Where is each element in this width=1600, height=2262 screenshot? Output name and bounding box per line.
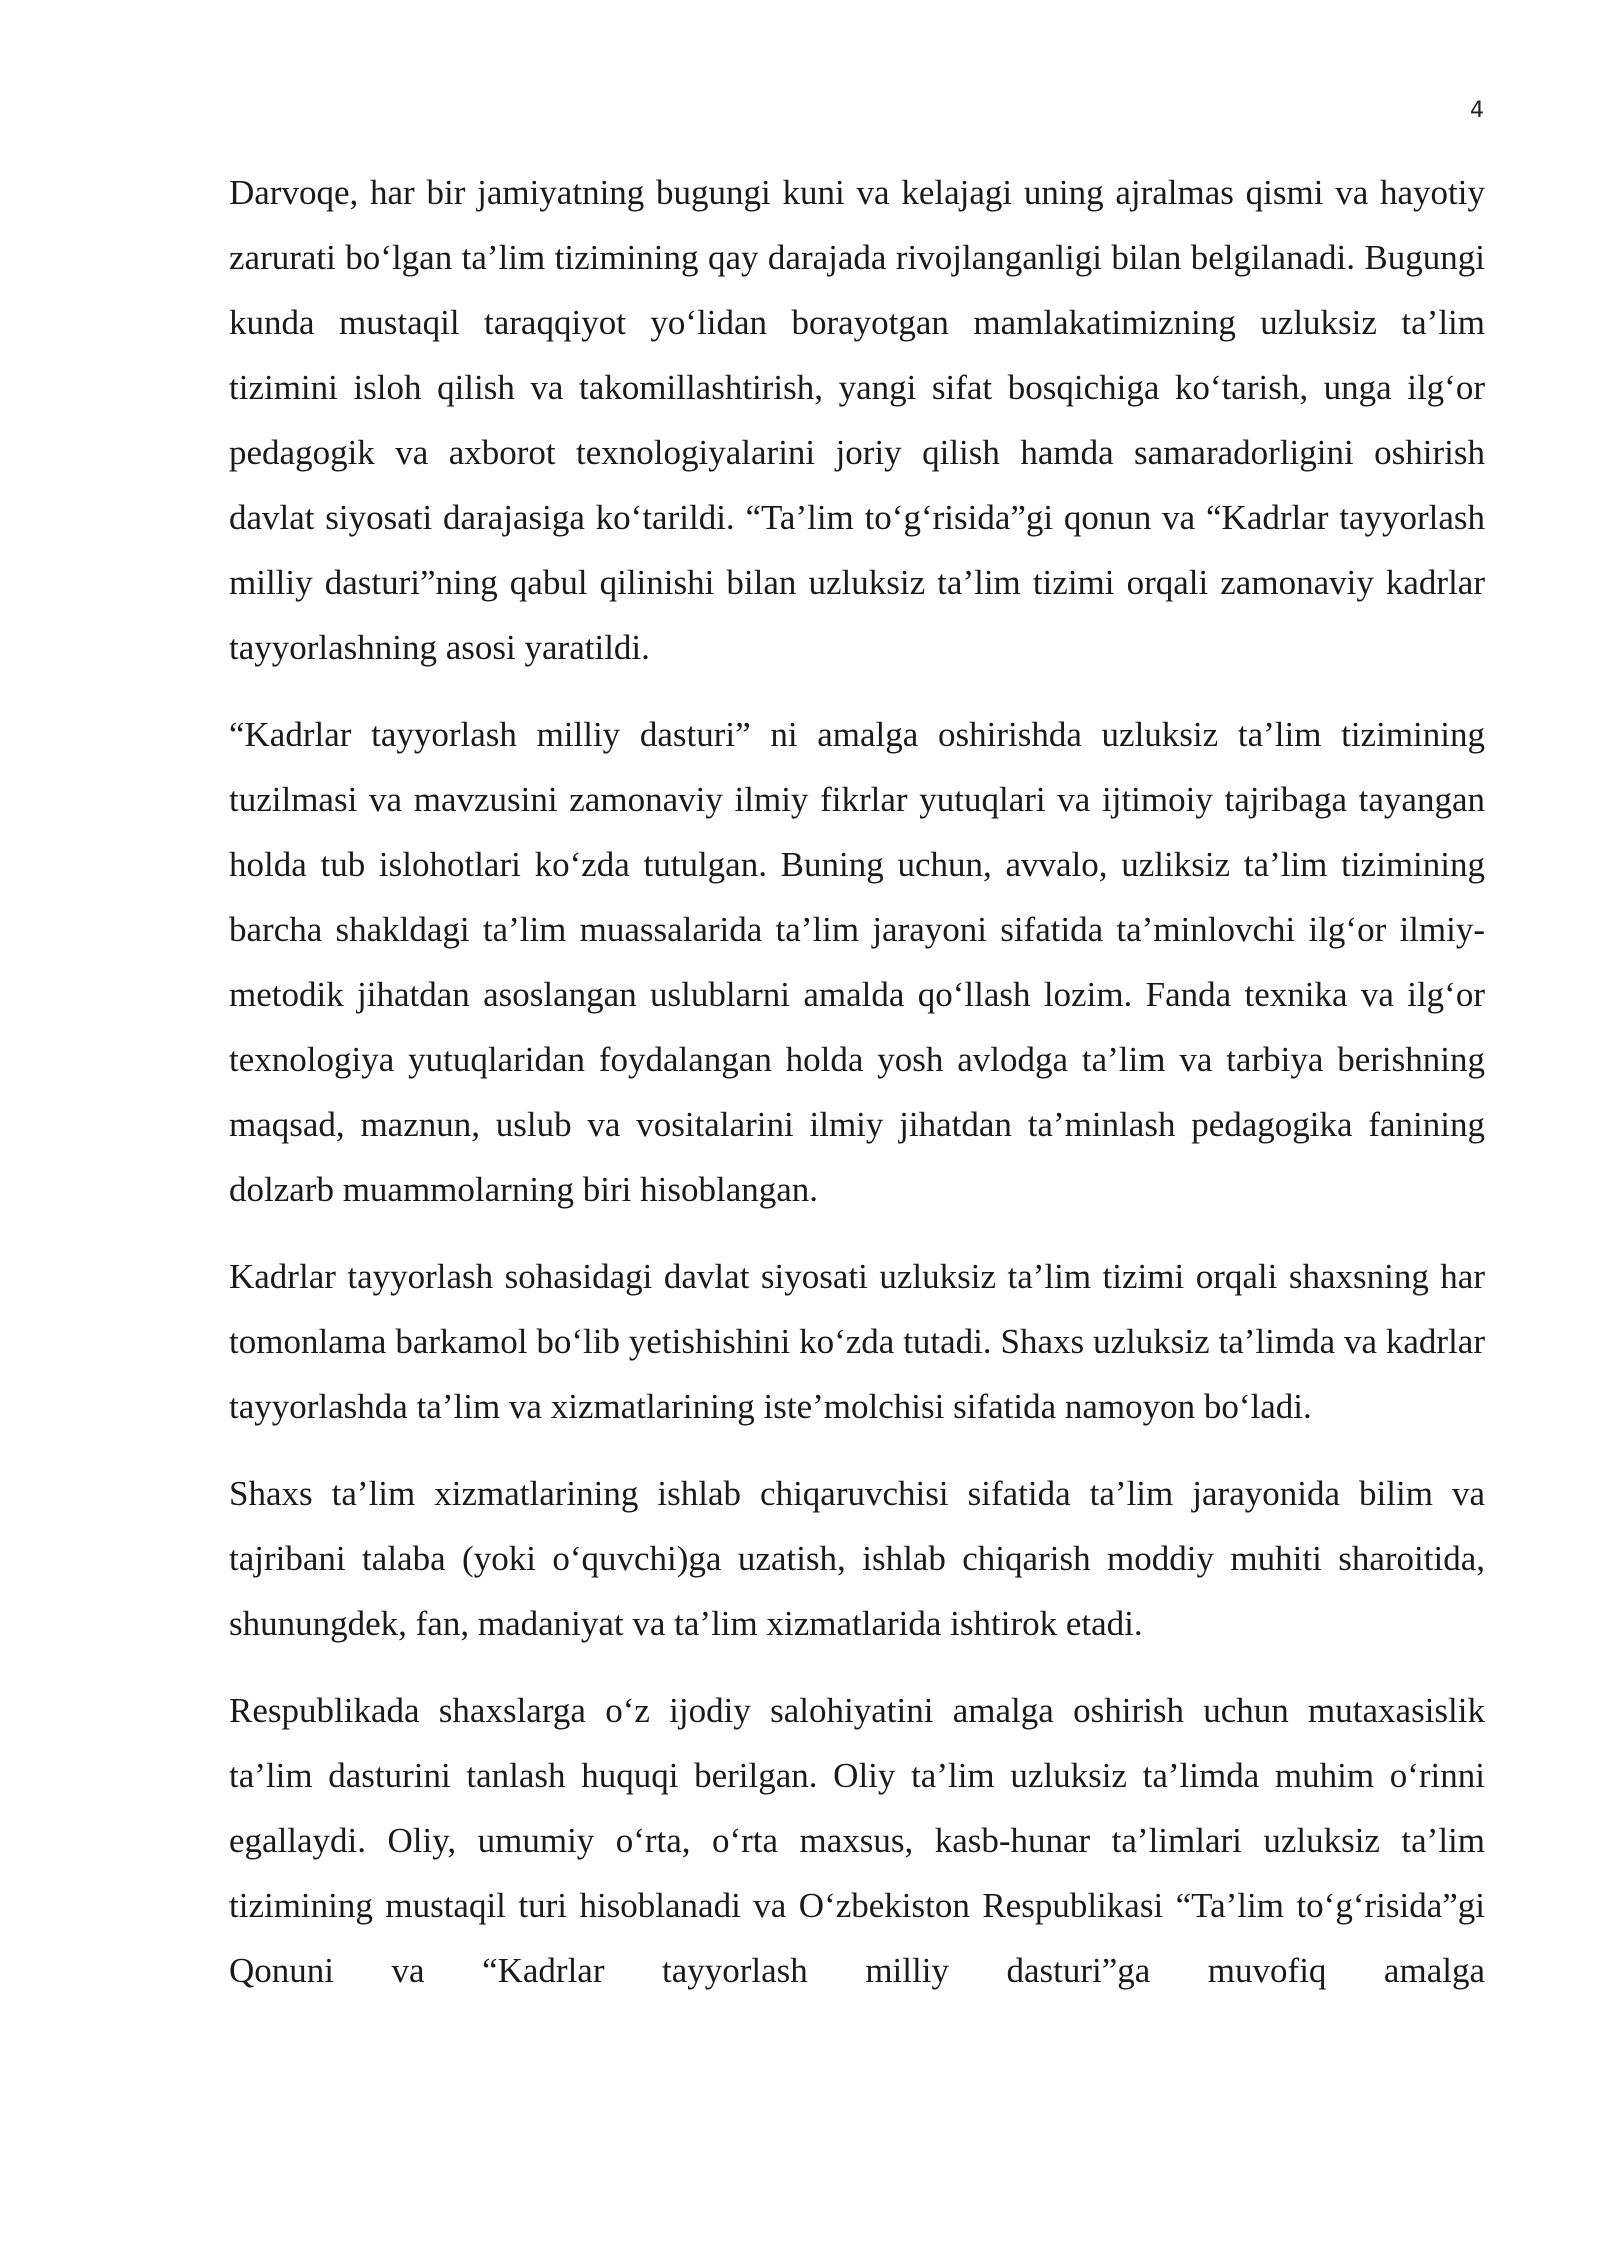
paragraph-3: Kadrlar tayyorlash sohasidagi davlat siyosati uzluksiz ta’lim tizimi orqali shaxsning har tomonlama barkamol bo‘lib yetishishini ko‘zda tutadi. Shaxs uzluksiz ta’limda va kadrlar tayyorlashda ta’lim va xizmatlarining iste’molchisi sifatida namoyon bo‘ladi. — [229, 1257, 1485, 1426]
paragraph-2: “Kadrlar tayyorlash milliy dasturi” ni amalga oshirishda uzluksiz ta’lim tizimining tuzilmasi va mavzusini zamonaviy ilmiy fikrlar yutuqlari va ijtimoiy tajribaga tayangan holda tub islohotlari ko‘zda tutulgan. Buning uchun, avvalo, uzliksiz ta’lim tizimining barcha shakldagi ta’lim muassalarida ta’lim jarayoni sifatida ta’minlovchi ilg‘or ilmiy-metodik jihatdan asoslangan uslublarni amalda qo‘llash lozim. Fanda texnika va ilg‘or texnologiya yutuqlaridan foydalangan holda yosh avlodga ta’lim va tarbiya berishning maqsad, maznun, uslub va vositalarini ilmiy jihatdan ta’minlash pedagogika fanining dolzarb muammolarning biri hisoblangan. — [229, 715, 1485, 1209]
body-text — [229, 160, 1485, 2025]
page-number: 4 — [1470, 98, 1484, 123]
paragraph-4: Shaxs ta’lim xizmatlarining ishlab chiqaruvchisi sifatida ta’lim jarayonida bilim va tajribani talaba (yoki o‘quvchi)ga uzatish, ishlab chiqarish moddiy muhiti sharoitida, shunungdek, fan, madaniyat va ta’lim xizmatlarida ishtirok etadi. — [229, 1474, 1485, 1643]
paragraph-5: Respublikada shaxslarga o‘z ijodiy salohiyatini amalga oshirish uchun mutaxasislik ta’lim dasturini tanlash huquqi berilgan. Oliy ta’lim uzluksiz ta’limda muhim o‘rinni egallaydi. Oliy, umumiy o‘rta, o‘rta maxsus, kasb-hunar ta’limlari uzluksiz ta’lim tizimining mustaqil turi hisoblanadi va O‘zbekiston Respublikasi “Ta’lim to‘g‘risida”gi Qonuni va “Kadrlar tayyorlash milliy dasturi”ga muvofiq amalga — [229, 1691, 1485, 1990]
paragraph-1: Darvoqe, har bir jamiyatning bugungi kuni va kelajagi uning ajralmas qismi va hayotiy zarurati bo‘lgan ta’lim tizimining qay darajada rivojlanganligi bilan belgilanadi. Bugungi kunda mustaqil taraqqiyot yo‘lidan borayotgan mamlakatimizning uzluksiz ta’lim tizimini isloh qilish va takomillashtirish, yangi sifat bosqichiga ko‘tarish, unga ilg‘or pedagogik va axborot texnologiyalarini joriy qilish hamda samaradorligini oshirish davlat siyosati darajasiga ko‘tarildi. “Ta’lim to‘g‘risida”gi qonun va “Kadrlar tayyorlash milliy dasturi”ning qabul qilinishi bilan uzluksiz ta’lim tizimi orqali zamonaviy kadrlar tayyorlashning asosi yaratildi. — [229, 173, 1485, 667]
